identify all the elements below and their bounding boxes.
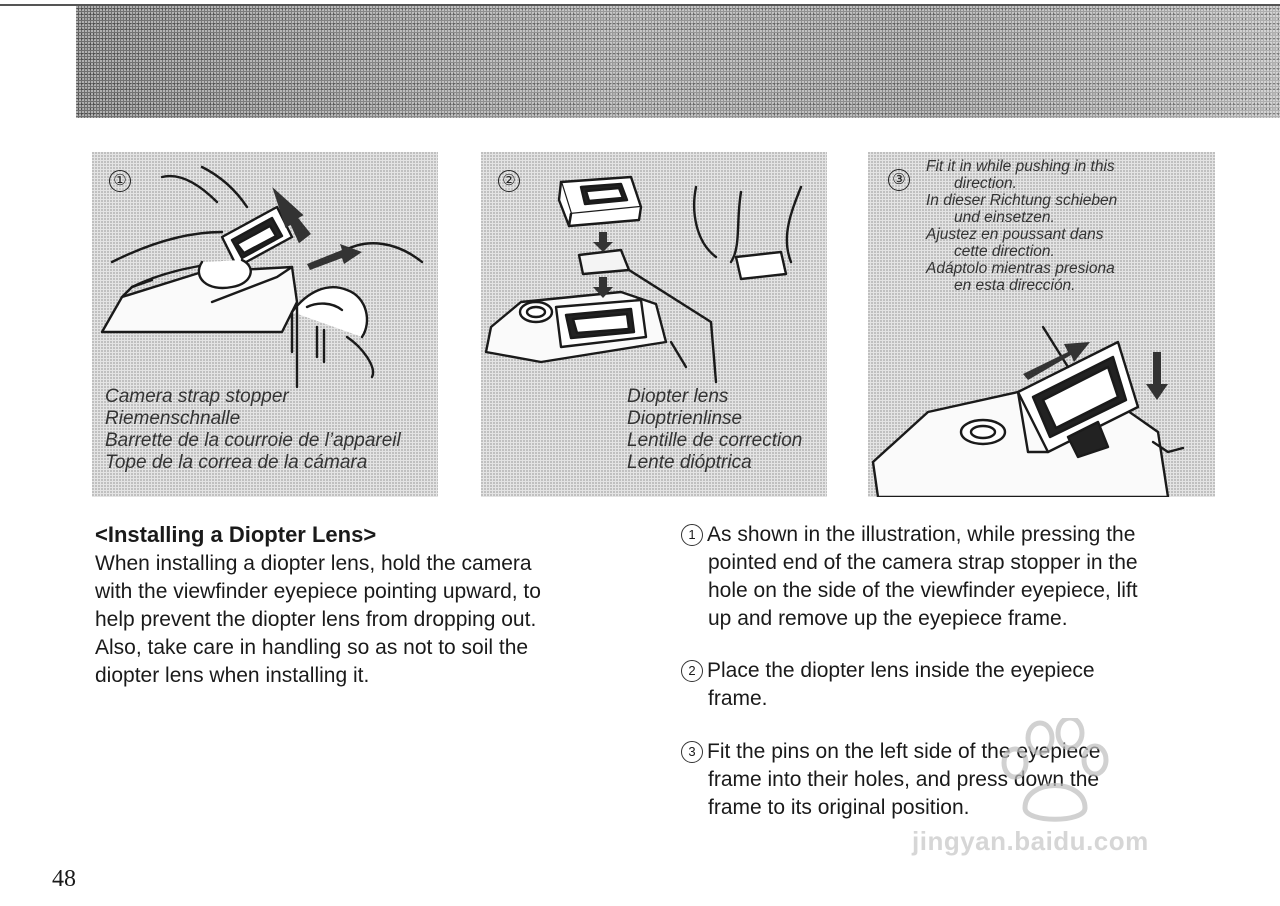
watermark-text: jingyan.baidu.com — [912, 826, 1149, 856]
caption-line: Camera strap stopper — [105, 386, 289, 407]
intro-line: When installing a diopter lens, hold the camera — [95, 552, 532, 575]
figure-2-panel — [481, 152, 827, 497]
figure-1-panel — [92, 152, 438, 497]
step-line: As shown in the illustration, while pressing the — [707, 523, 1136, 546]
step-number: 2 — [681, 660, 703, 682]
intro-line: diopter lens when installing it. — [95, 664, 370, 687]
step-number: 1 — [681, 524, 703, 546]
intro-line: Also, take care in handling so as not to soil the — [95, 636, 529, 659]
note-line: In dieser Richtung schieben — [926, 192, 1118, 209]
note-line: direction. — [954, 175, 1017, 192]
caption-line: Lente dióptrica — [627, 452, 752, 473]
step-line: frame into their holes, and press down the — [708, 768, 1100, 791]
step-line: frame to its original position. — [708, 796, 970, 819]
section-title: <Installing a Diopter Lens> — [95, 522, 377, 547]
caption-line: Dioptrienlinse — [627, 408, 743, 429]
caption-line: Diopter lens — [627, 386, 729, 407]
note-line: Ajustez en poussant dans — [926, 226, 1104, 243]
intro-line: help prevent the diopter lens from dropping out. — [95, 608, 537, 631]
figure-3-panel — [868, 152, 1215, 497]
intro-line: with the viewfinder eyepiece pointing upward, to — [95, 580, 541, 603]
step-1 — [681, 521, 1221, 633]
figure-1-step-mark: ① — [109, 170, 131, 192]
step-line: hole on the side of the viewfinder eyepiece, lift — [708, 579, 1138, 602]
watermark — [900, 718, 1200, 863]
caption-line: Barrette de la courroie de l’appareil — [105, 430, 401, 451]
note-line: en esta dirección. — [954, 277, 1076, 294]
note-line: und einsetzen. — [954, 209, 1055, 226]
figure-3-note — [926, 158, 1117, 294]
figure-3-step-mark: ③ — [888, 169, 910, 191]
caption-line: Riemenschnalle — [105, 408, 241, 429]
step-number: 3 — [681, 741, 703, 763]
note-line: Fit it in while pushing in this — [926, 158, 1115, 175]
figure-1-caption — [105, 386, 401, 474]
figure-2-step-mark: ② — [498, 170, 520, 192]
page-number: 48 — [52, 866, 76, 892]
intro-paragraph — [95, 550, 635, 690]
header-band — [76, 6, 1280, 118]
step-line: Fit the pins on the left side of the eyepiece — [707, 740, 1101, 763]
step-line: up and remove up the eyepiece frame. — [708, 607, 1068, 630]
step-2 — [681, 657, 1221, 713]
caption-line: Tope de la correa de la cámara — [105, 452, 368, 473]
figure-2-caption — [627, 386, 802, 474]
step-line: Place the diopter lens inside the eyepiece — [707, 659, 1095, 682]
paw-logo-icon — [900, 718, 1200, 828]
step-line: frame. — [708, 687, 768, 710]
caption-line: Lentille de correction — [627, 430, 803, 451]
note-line: Adáptolo mientras presiona — [926, 260, 1115, 277]
step-line: pointed end of the camera strap stopper in the — [708, 551, 1138, 574]
note-line: cette direction. — [954, 243, 1055, 260]
